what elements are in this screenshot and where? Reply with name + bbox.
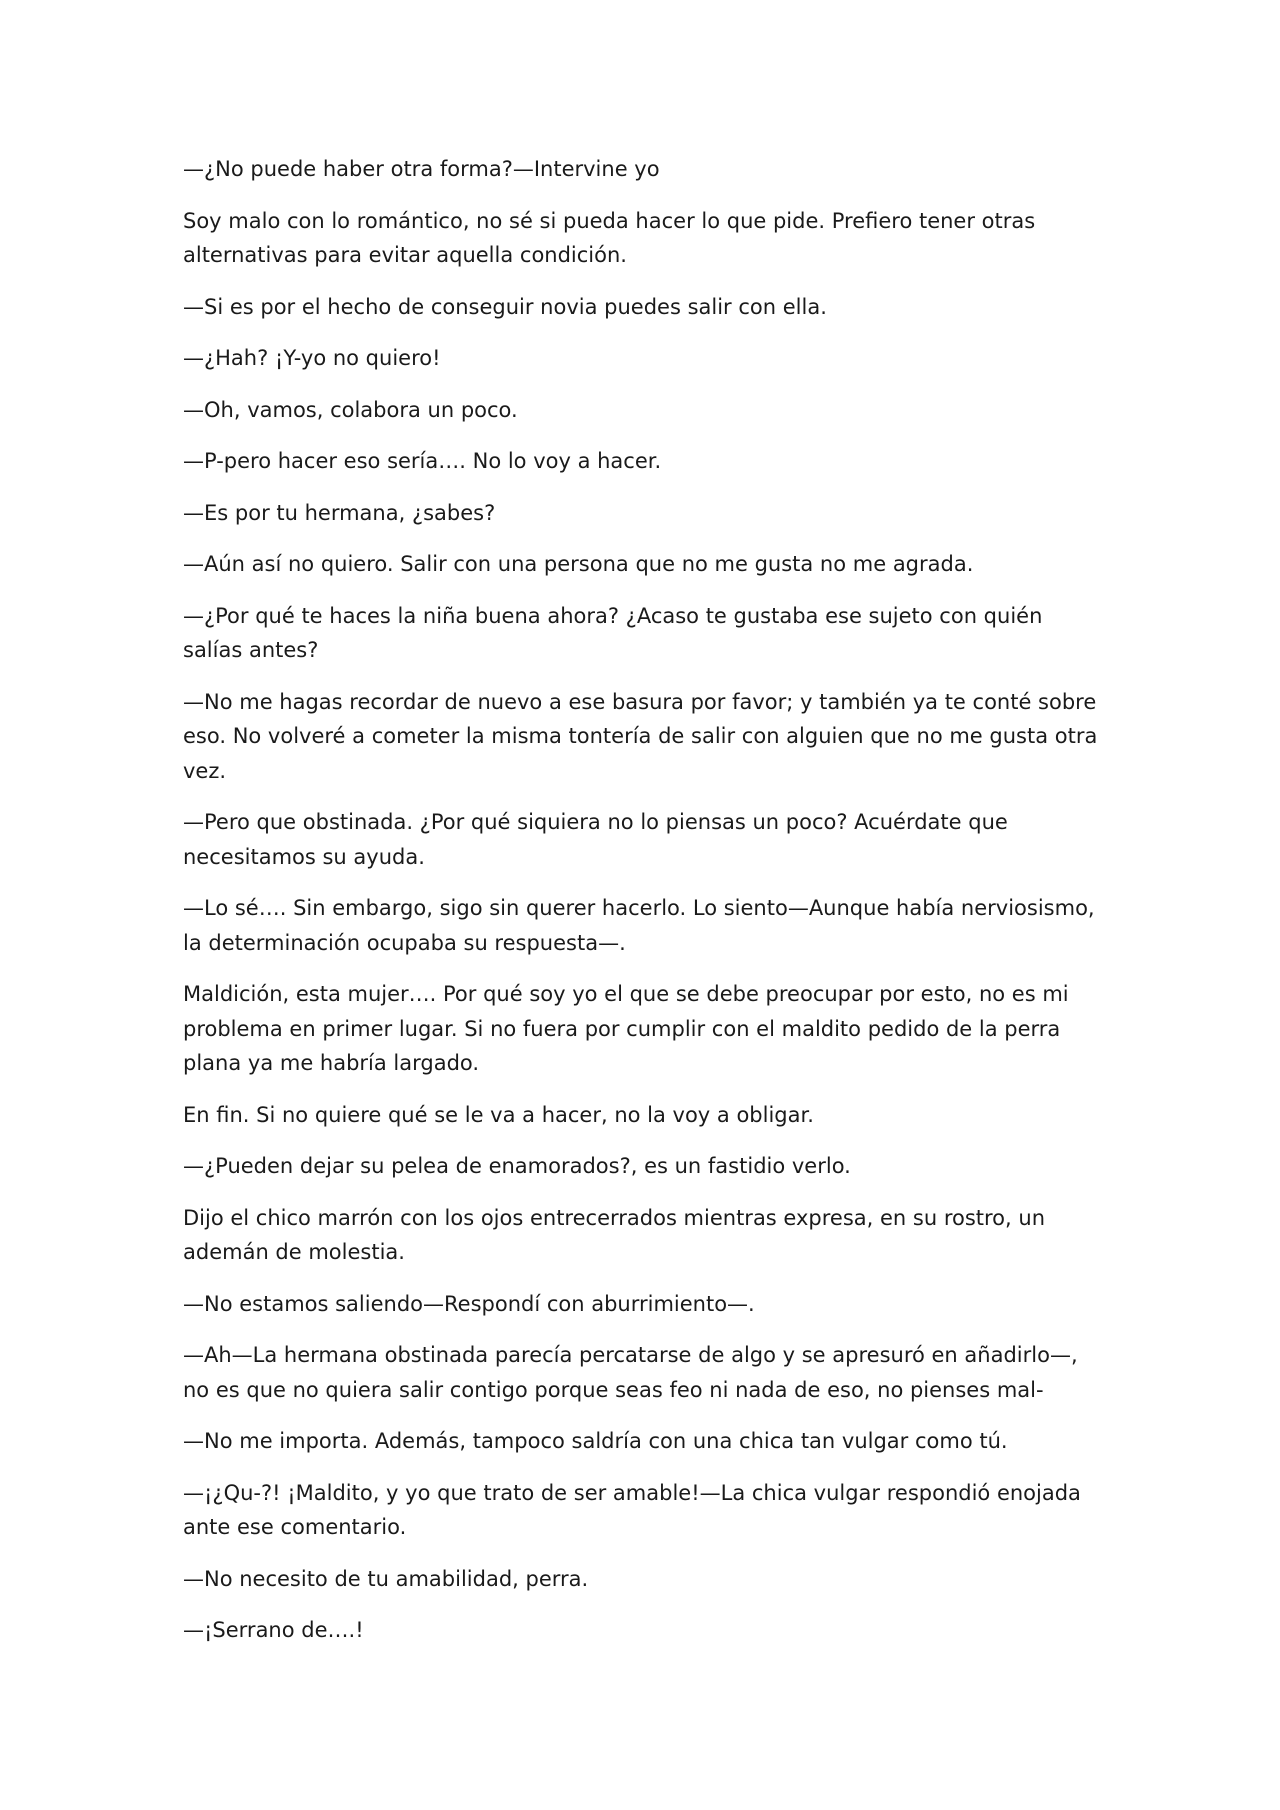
paragraph: Soy malo con lo romántico, no sé si pueda hacer lo que pide. Prefiero tener otras alternativas para evitar aquella condición. xyxy=(183,208,1036,267)
paragraph: —No me hagas recordar de nuevo a ese basura por favor; y también ya te conté sobre eso. No volveré a cometer la misma tontería de salir con alguien que no me gusta otra vez. xyxy=(183,689,1098,783)
document-body xyxy=(183,152,1103,1665)
paragraph: —Aún así no quiero. Salir con una persona que no me gusta no me agrada. xyxy=(183,552,974,576)
paragraph: Dijo el chico marrón con los ojos entrecerrados mientras expresa, en su rostro, un ademán de molestia. xyxy=(183,1205,1046,1264)
paragraph: —Si es por el hecho de conseguir novia puedes salir con ella. xyxy=(183,294,827,319)
paragraph: —¡Serrano de….! xyxy=(183,1618,364,1642)
paragraph: —¡¿Qu-?! ¡Maldito, y yo que trato de ser amable!—La chica vulgar respondió enojada ante ese comentario. xyxy=(183,1480,1081,1539)
paragraph: En fin. Si no quiere qué se le va a hacer, no la voy a obligar. xyxy=(183,1102,814,1127)
paragraph: —No me importa. Además, tampoco saldría con una chica tan vulgar como tú. xyxy=(183,1429,1008,1453)
paragraph: —¿Pueden dejar su pelea de enamorados?, es un fastidio verlo. xyxy=(183,1154,851,1178)
paragraph: —Es por tu hermana, ¿sabes? xyxy=(183,500,496,525)
paragraph: —P-pero hacer eso sería…. No lo voy a hacer. xyxy=(183,449,662,473)
paragraph: Maldición, esta mujer…. Por qué soy yo el que se debe preocupar por esto, no es mi problema en primer lugar. Si no fuera por cumplir con el maldito pedido de la perra plana ya me habría largado. xyxy=(183,982,1069,1075)
paragraph: —No estamos saliendo—Respondí con aburrimiento—. xyxy=(183,1291,755,1316)
paragraph: —Ah—La hermana obstinada parecía percatarse de algo y se apresuró en añadirlo—, no es que no quiera salir contigo porque seas feo ni nada de eso, no pienses mal- xyxy=(183,1343,1078,1402)
paragraph: —¿Por qué te haces la niña buena ahora? ¿Acaso te gustaba ese sujeto con quién salías antes? xyxy=(183,603,1043,662)
paragraph: —Lo sé…. Sin embargo, sigo sin querer hacerlo. Lo siento—Aunque había nerviosismo, la determinación ocupaba su respuesta—. xyxy=(183,896,1095,955)
paragraph: —¿No puede haber otra forma?—Intervine yo xyxy=(183,157,660,181)
paragraph: —No necesito de tu amabilidad, perra. xyxy=(183,1566,589,1591)
paragraph: —Oh, vamos, colabora un poco. xyxy=(183,397,518,422)
paragraph: —Pero que obstinada. ¿Por qué siquiera no lo piensas un poco? Acuérdate que necesitamos su ayuda. xyxy=(183,810,1008,869)
paragraph: —¿Hah? ¡Y-yo no quiero! xyxy=(183,346,441,370)
